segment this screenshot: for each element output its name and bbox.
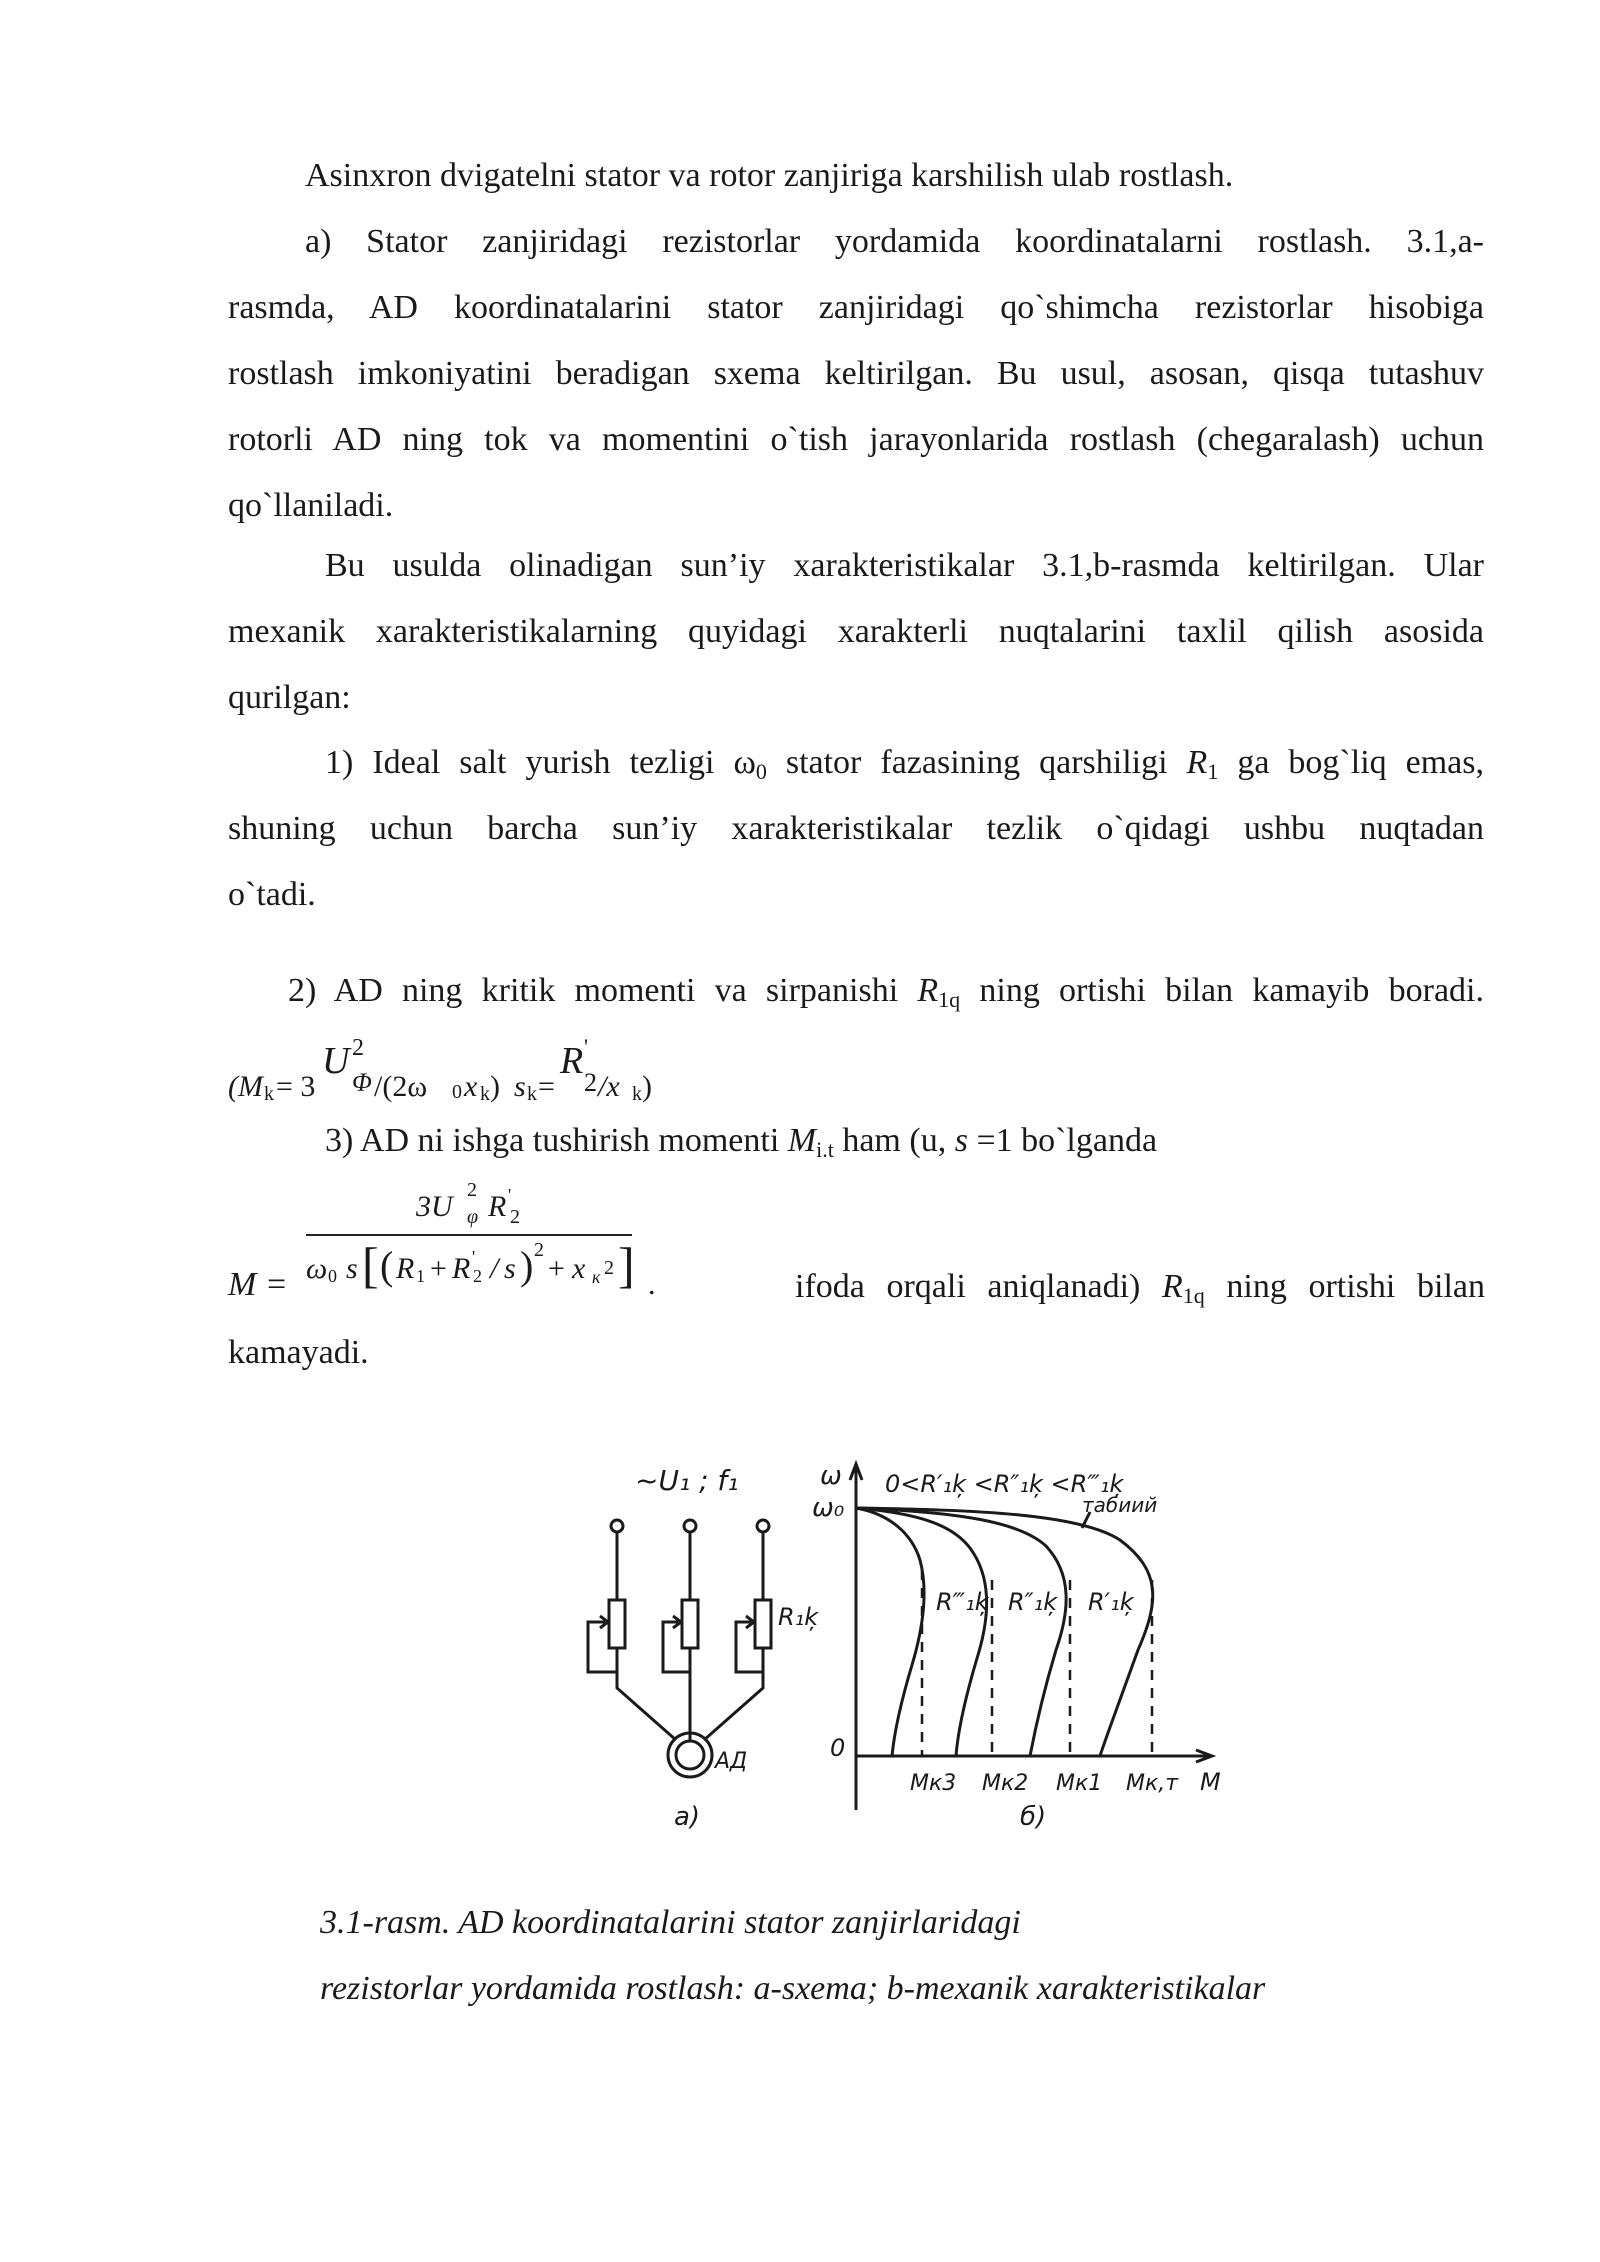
item-3-continued — [795, 1254, 1485, 1320]
label-b: б) — [1020, 1802, 1047, 1832]
item-1: 1) Ideal salt yurish tezligi $\omega_0$ stator fazasining qarshiligi $R_1$ ga bog`liq emas, shuning uchun barcha sun’iy xarakteristikalar tezlik o`qidagi ushbu nuqtadan o`tadi. — [228, 730, 1484, 928]
curve2-label: R″₁ķ — [1008, 1588, 1058, 1616]
figure-caption-line-1: 3.1-rasm. AD koordinatalarini stator zanjirlaridagi — [320, 1904, 1021, 1941]
item-3-end: kamayadi. — [228, 1334, 369, 1371]
curve1-label: R′₁ķ — [1088, 1588, 1134, 1616]
terminal-2 — [684, 1520, 696, 1532]
figure-caption-line-2: rezistorlar yordamida rostlash: a-sxema; b-mexanik xarakteristikalar — [320, 1970, 1266, 2007]
resistor-3 — [755, 1600, 771, 1648]
fraction-bar — [306, 1234, 632, 1236]
bracket-close: ] — [618, 1237, 635, 1293]
item-1-line-1: 1) Ideal salt yurish tezligi $\omega_0$ stator fazasining qarshiligi $R_1$ ga bog`liq emas, — [325, 744, 1484, 784]
omega0-label: ω₀ — [812, 1493, 845, 1523]
characteristics-chart — [850, 1464, 1212, 1810]
m-axis-label: M — [1200, 1768, 1221, 1796]
item-3-line: 3) AD ni ishga tushirish momenti $M_{i.t}$ ham (u, s =1 bo`lganda — [325, 1122, 1158, 1162]
mk2-label: Mк2 — [982, 1771, 1029, 1796]
motor-inner — [676, 1741, 704, 1769]
curve-r1-triple — [856, 1508, 924, 1756]
inequality-label: 0<R′₁ķ <R″₁ķ <R‴₁ķ — [885, 1470, 1124, 1498]
resistor-2 — [682, 1600, 698, 1648]
resistor-1 — [609, 1600, 625, 1648]
curve-natural — [856, 1508, 1153, 1756]
label-a: a) — [674, 1802, 701, 1832]
document-page: Asinxron dvigatelni stator va rotor zanjiriga karshilish ulab rostlash. a) Stator zanjiridagi rezistorlar yordamida koordinatalarni rostlash. 3.1,a- rasmda, AD koordinatalarini stator zanjiridagi qo`shimcha rezistorlar hisobiga rostlash imkoniyatini beradigan sxema keltirilgan. Bu usul, asosan, qisqa tutashuv rotorli AD ning tok va momentini o`tish jarayonlarida rostlash (chegaralash) uchun qo`llaniladi. Bu usulda olinadigan sun’iy xarakteristikalar 3.1,b-rasmda keltirilgan. Ular mexanik xarakteristikalarning quyidagi xarakterli nuqtalarini taxlil qilish asosida qurilgan: 1) Ideal salt yurish tezligi $\omega_0$ stator fazasining qarshiligi $R_1$ ga bog`liq emas, shuning uchun barcha sun’iy xarakteristikalar tezlik o`qidagi ushbu nuqtadan o`tadi. 2) AD ning kritik momenti va sirpanishi $R_{1q}$ ning ortishi bilan kamayib boradi. (M k = 3 U 2 Φ /(2ω 0 x k ) s k = R ' 2 /x k ) 3) AD ni ishga tushirish momenti $M_{i.t}$ ham (u, s =1 bo`lganda M = 3U 2 φ R ' 2 ω 0 s [ ( R 1 + R ' 2 / s ) 2 + x к 2 ] . ifoda orqali aniqlanadi) $R_{1q}$ ning ortishi bilan kamayadi. ~U₁ ; f₁ R₁ķ АД a) ω ω₀ 0 0<R′₁ķ <R″₁ķ <R‴₁ķ табиий R‴₁ķ R″₁ķ R′₁ķ Mк3 Mк2 Mк1 Mк,т M б) 3.1-rasm. AD koordinatalarini stator zanjirlaridagi rezistorlar yordamida rostlash: a-sxema; b-mexanik xarakteristikalar — [0, 0, 1600, 2262]
curve3-label: R‴₁ķ — [936, 1588, 989, 1616]
mk1-label: Mк1 — [1056, 1771, 1103, 1796]
item-2 — [288, 958, 1484, 1024]
origin-label: 0 — [830, 1734, 846, 1762]
supply-label: ~U₁ ; f₁ — [635, 1464, 739, 1497]
terminal-1 — [611, 1520, 623, 1532]
paren-close: ) — [520, 1243, 534, 1288]
circuit-diagram — [588, 1520, 771, 1777]
paragraph-a: a) Stator zanjiridagi rezistorlar yordamida koordinatalarni rostlash. 3.1,a- rasmda, AD koordinatalarini stator zanjiridagi qo`shimcha rezistorlar hisobiga rostlash imkoniyatini beradigan sxema keltirilgan. Bu usul, asosan, qisqa tutashuv rotorli AD ning tok va momentini o`tish jarayonlarida rostlash (chegaralash) uchun qo`llaniladi. — [228, 223, 1484, 524]
terminal-3 — [757, 1520, 769, 1532]
omega-label: ω — [820, 1461, 842, 1491]
mkt-label: Mк,т — [1126, 1771, 1179, 1796]
resistor-label: R₁ķ — [778, 1603, 819, 1631]
item-2-line: 2) AD ning kritik momenti va sirpanishi $R_{1q}$ ning ortishi bilan kamayib boradi. — [288, 972, 1484, 1012]
item-3 — [325, 1108, 1485, 1174]
mk3-label: Mк3 — [910, 1771, 957, 1796]
item-3-continued-line: ifoda orqali aniqlanadi) $R_{1q}$ ning ortishi bilan — [795, 1268, 1485, 1308]
natural-label: табиий — [1082, 1493, 1158, 1517]
paragraph-b: Bu usulda olinadigan sun’iy xarakteristikalar 3.1,b-rasmda keltirilgan. Ular mexanik xarakteristikalarning quyidagi xarakterli nuqtalarini taxlil qilish asosida qurilgan: — [228, 547, 1484, 716]
section-heading: Asinxron dvigatelni stator va rotor zanjiriga karshilish ulab rostlash. — [305, 157, 1234, 194]
figure-3-1 — [560, 1450, 1260, 1870]
motor-label: АД — [715, 1749, 748, 1774]
paren-open: ( — [380, 1243, 394, 1288]
bracket-open: [ — [362, 1237, 379, 1293]
